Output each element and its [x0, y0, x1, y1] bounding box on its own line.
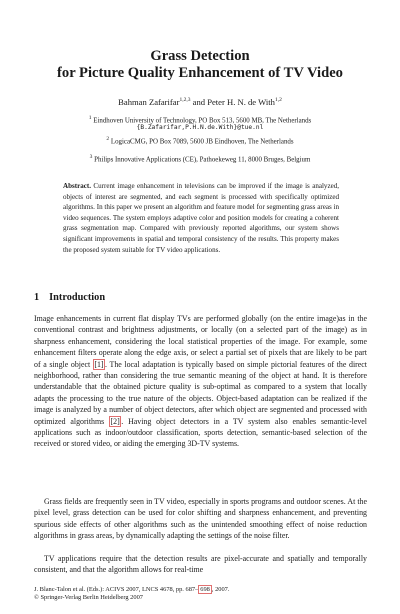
citation-link[interactable]: [1] [94, 359, 104, 369]
section-title: Introduction [49, 292, 106, 303]
author-2: Peter H. N. de With [207, 97, 275, 107]
citation-link[interactable]: [2] [110, 416, 120, 426]
footer-copyright: © Springer-Verlag Berlin Heidelberg 2007 [34, 594, 143, 601]
author-1-affil: 1,2,3 [179, 97, 191, 104]
body-paragraph-1: Image enhancements in current flat display TVs are performed globally (on the entire image)as in the conventional contrast and brightness adjustments, or locally (on a selected part of the image) as in sharpness enhancement, considering the local statistical properties of the image. For example, some enhancement filters operate along the edge axis, or select a partial set of pixels that are likely to be part of a single object [1] . The local adaptation is typically based on simple pictorial features of the direct neighborhood, rather than considering the true semantic meaning of the object at hand. It is therefore understandable that the obtained picture quality is sub-optimal as compared to a system that locally adapts the processing to the true nature of the objects. Object-based adaptation can be realized if the image is analyzed by a number of object detectors, after which object are segmented and processed with optimized algorithms [2] . Having object detectors in a TV system also enables semantic-level applications such as indoor/outdoor classification, sports detection, semantic-based selection of the received or stored video, or aiding the emerging 3D-TV systems. [34, 314, 367, 449]
page-link[interactable]: 698 [200, 586, 210, 593]
abstract-label: Abstract. [63, 182, 91, 190]
paper-title-line-2: for Picture Quality Enhancement of TV Video [57, 65, 343, 81]
author-2-affil: 1,2 [274, 97, 282, 104]
affiliation-1: $^1$ Eindhoven University of Technology, PO Box 513, 5600 MB, The Netherlands [88, 115, 312, 125]
affiliation-3: $^3$ Philips Innovative Applications (CE), Pathoekeweg 11, 8000 Bruges, Belgium [89, 154, 311, 164]
author-1: Bahman Zafarifar [118, 97, 180, 107]
abstract-text: Current image enhancement in televisions can be improved if the image is analyzed, objects of interest are segmented, and each segment is processed with specifically optimized algorithms. In this paper we present an algorithm and feature model for segmenting grass areas in video sequences. The system employs adaptive color and position models for creating a coherent grass segmentation map. Compared with previously reported algorithms, our system shows significant improvements in spatial and temporal consistency of the results. This property makes the proposed system suitable for TV video applications. [63, 182, 339, 254]
paper-title-line-1: Grass Detection [150, 48, 250, 64]
author-list [20, 97, 380, 107]
abstract [63, 181, 339, 255]
section-heading [34, 292, 105, 303]
author-email: {B.Zafarifar,P.H.N.de.With}@tue.nl [136, 124, 264, 131]
author-conj: and [190, 97, 208, 107]
footer-citation: J. Blanc-Talon et al. (Eds.): ACIVS 2007, LNCS 4678, pp. 687– 698 , 2007. [34, 586, 230, 593]
body-paragraph-3: TV applications require that the detection results are pixel-accurate and spatially and temporally consistent, and that the algorithm allows for real-time [34, 554, 367, 575]
affiliation-2: $^2$ LogicaCMG, PO Box 7089, 5600 JB Eindhoven, The Netherlands [106, 136, 294, 146]
section-number: 1 [34, 292, 40, 303]
body-paragraph-2: Grass fields are frequently seen in TV video, especially in sports programs and outdoor scenes. At the pixel level, grass detection can be used for color shifting and sharpness enhancement, and preventing spurious side effects of other algorithms such as the unintended smoothing effect of noise reduction algorithms in grass areas, by dynamically adapting the settings of the noise filter. [34, 497, 367, 541]
